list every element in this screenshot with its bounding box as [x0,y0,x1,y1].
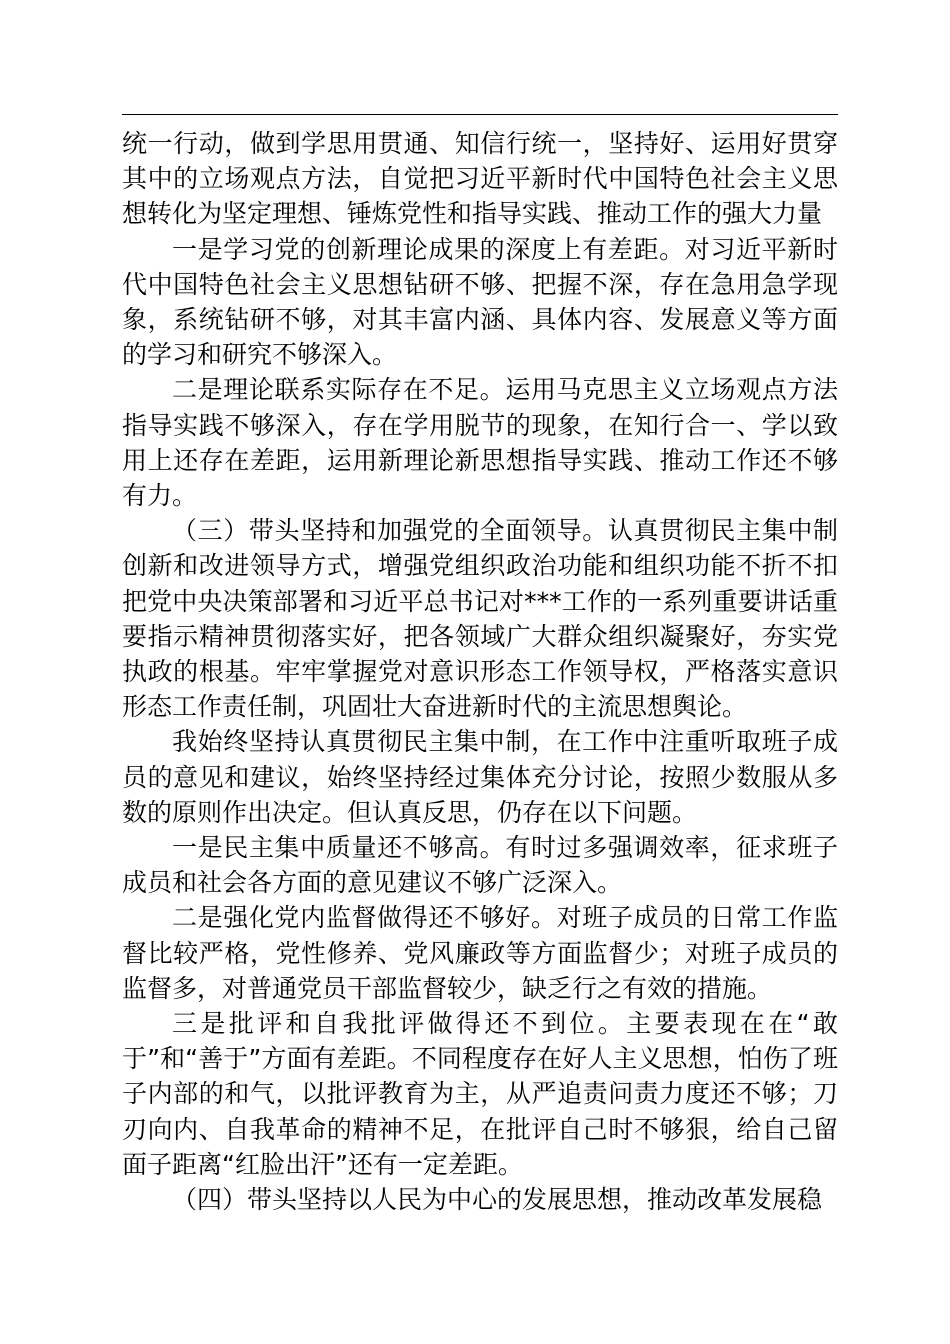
paragraph-2: 一是学习党的创新理论成果的深度上有差距。对习近平新时代中国特色社会主义思想钻研不够、把握不深，存在急用急学现象，系统钻研不够，对其丰富内涵、具体内容、发展意义等方面的学习和研究不够深入。 [122,234,838,370]
paragraph-6: 一是民主集中质量还不够高。有时过多强调效率，征求班子成员和社会各方面的意见建议不够广泛深入。 [122,833,838,898]
paragraph-3: 二是理论联系实际存在不足。运用马克思主义立场观点方法指导实践不够深入，存在学用脱节的现象，在知行合一、学以致用上还存在差距，运用新理论新思想指导实践、推动工作还不够有力。 [122,375,838,511]
header-rule [122,114,838,115]
paragraph-4: （三）带头坚持和加强党的全面领导。认真贯彻民主集中制创新和改进领导方式，增强党组织政治功能和组织功能不折不扣把党中央决策部署和习近平总书记对***工作的一系列重要讲话重要指示精神贯彻落实好，把各领域广大群众组织凝聚好，夯实党执政的根基。牢牢掌握党对意识形态工作领导权，严格落实意识形态工作责任制，巩固壮大奋进新时代的主流思想舆论。 [122,516,838,722]
document-body [122,126,838,1217]
paragraph-1: 统一行动，做到学思用贯通、知信行统一，坚持好、运用好贯穿其中的立场观点方法，自觉把习近平新时代中国特色社会主义思想转化为坚定理想、锤炼党性和指导实践、推动工作的强大力量 [122,129,838,229]
paragraph-7: 二是强化党内监督做得还不够好。对班子成员的日常工作监督比较严格，党性修养、党风廉政等方面监督少；对班子成员的监督多，对普通党员干部监督较少，缺乏行之有效的措施。 [122,903,838,1003]
paragraph-8: 三是批评和自我批评做得还不到位。主要表现在在“敢于”和“善于”方面有差距。不同程度存在好人主义思想，怕伤了班子内部的和气，以批评教育为主，从严追责问责力度还不够；刀刃向内、自我革命的精神不足，在批评自己时不够狠，给自己留面子距离“红脸出汗”还有一定差距。 [122,1009,838,1179]
paragraph-5: 我始终坚持认真贯彻民主集中制，在工作中注重听取班子成员的意见和建议，始终坚持经过集体充分讨论，按照少数服从多数的原则作出决定。但认真反思，仍存在以下问题。 [122,727,838,827]
paragraph-9: （四）带头坚持以人民为中心的发展思想，推动改革发展稳 [172,1185,823,1215]
